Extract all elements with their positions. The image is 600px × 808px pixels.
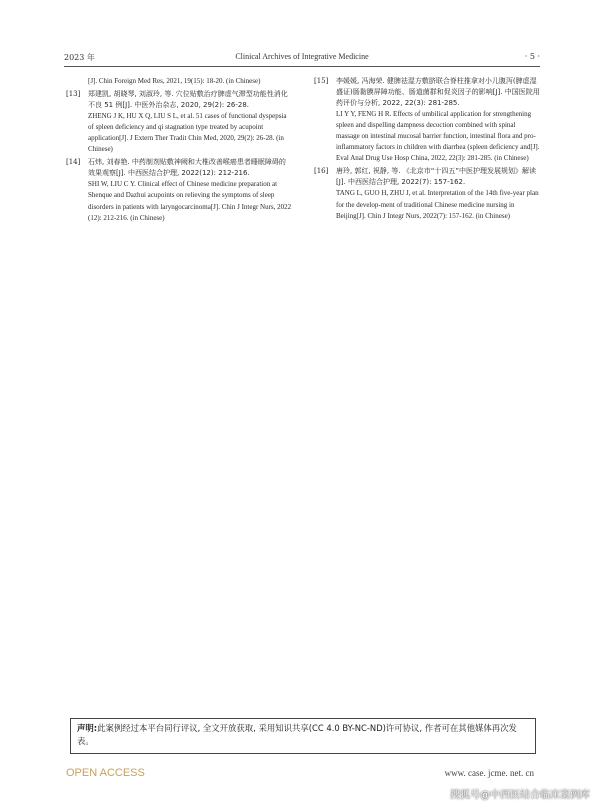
reference-zh: 李媛媛, 冯海荣. 健脾祛湿方敷脐联合脊柱推拿对小儿腹泻(脾虚湿盛证)肠黏膜屏障功能、肠道菌群和促炎因子的影响[J]. 中国医院用药评价与分析, 2022, 22(3): 281-285.: [336, 77, 540, 108]
reference-item: [66, 76, 292, 87]
page-header: [64, 52, 540, 66]
page-number: · 5 ·: [524, 52, 540, 61]
reference-item: [66, 89, 292, 155]
reference-en: SHI W, LIU C Y. Clinical effect of Chinese medicine preparation at Shenque and Dazhui acupoints on relieving the symptoms of sleep disorders in patients with laryngocarcinoma[J]. Chin J Integr Nurs, 2022 (12): 212-216. (in Chinese): [88, 180, 292, 222]
open-access-label: OPEN ACCESS: [66, 767, 145, 779]
website-link[interactable]: www. case. jcme. net. cn: [444, 768, 534, 778]
references-left-column: [66, 76, 292, 226]
reference-en: ZHENG J K, HU X Q, LIU S L, et al. 51 cases of functional dyspepsia of spleen deficiency and qi stagnation type treated by acupoint application[J]. J Extern Ther Tradit Chin Med, 2020, 29(2): 26-28. (in Chinese): [88, 112, 287, 154]
reference-number: [13]: [66, 90, 81, 99]
notice-label: 声明:: [77, 723, 98, 733]
header-rule: [64, 66, 540, 67]
references-right-column: [314, 76, 540, 224]
reference-en: TANG L, GUO H, ZHU J, et al. Interpretation of the 14th five-year plan for the develop-ment of traditional Chinese medicine nursing in Beijing[J]. Chin J Integr Nurs, 2022(7): 157-162. (in Chinese): [336, 189, 539, 220]
header-year: 2023 年: [64, 53, 95, 62]
reference-item: [314, 166, 540, 221]
license-notice-box: [70, 718, 536, 754]
reference-item: [66, 157, 292, 223]
reference-zh: 石炜, 刘春艳. 中药制剂贴敷神阙和大椎改善喉癌患者睡眠障碍的效果观察[J]. 中西医结合护理, 2022(12): 212-216.: [88, 158, 286, 178]
reference-zh: 郑建凯, 胡晓琴, 刘淑玲, 等. 穴位贴敷治疗脾虚气滞型功能性消化不良 51 例[J]. 中医外治杂志, 2020, 29(2): 26-28.: [88, 90, 288, 110]
reference-number: [15]: [314, 77, 329, 85]
reference-number: [16]: [314, 167, 329, 176]
reference-en: [J]. Chin Foreign Med Res, 2021, 19(15): 18-20. (in Chinese): [88, 77, 261, 85]
notice-text: 此案例经过本平台同行评议, 全文开放获取, 采用知识共享(CC 4.0 BY-NC-ND)许可协议, 作者可在其他媒体再次发表。: [77, 723, 517, 746]
reference-item: [314, 76, 540, 164]
journal-title: Clinical Archives of Integrative Medicine: [235, 52, 369, 61]
source-watermark: 搜狐号@中西医结合临床案例库: [450, 790, 590, 801]
reference-zh: 唐玲, 郭红, 祝静, 等. 《北京市“十四五”中医护理发展规划》解读[J]. 中西医结合护理, 2022(7): 157-162.: [336, 167, 537, 187]
reference-en: LI Y Y, FENG H R. Effects of umbilical application for strengthening spleen and dispelling dampness decoction combined with spinal massage on intestinal mucosal barrier function, intestinal flora and pro-inflammatory factors in children with diarrhea (spleen deficiency and[J]. Eval Anal Drug Use Hosp China, 2022, 22(3): 281-285. (in Chinese): [336, 110, 540, 163]
reference-number: [14]: [66, 158, 81, 167]
